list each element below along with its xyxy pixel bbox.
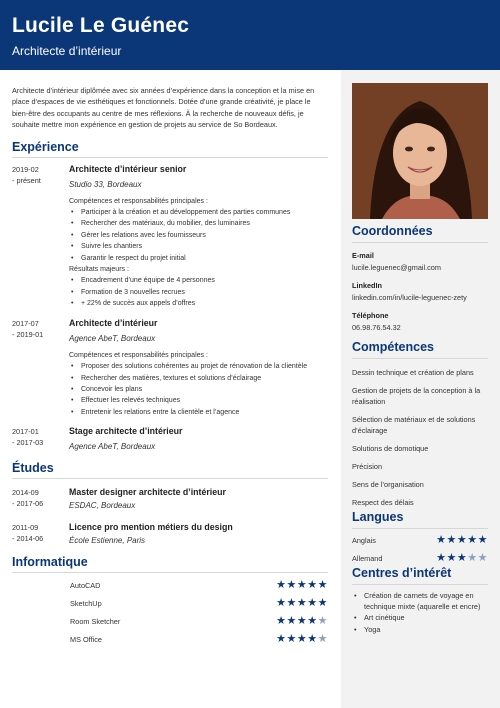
linkedin-value[interactable]: linkedin.com/in/lucile-leguenec-zety <box>352 293 467 302</box>
software-row <box>12 630 328 648</box>
rating-stars <box>276 598 328 609</box>
list-item: • Gérer les relations avec les fournisseurs <box>69 230 328 241</box>
skill-item: Sélection de matériaux et de solutions d’éclairage <box>352 415 476 435</box>
rating-stars <box>276 580 328 591</box>
software-name: AutoCAD <box>70 581 101 591</box>
star-filled-icon: ★ <box>467 533 478 546</box>
interests-list <box>352 590 488 635</box>
star-filled-icon: ★ <box>286 614 297 627</box>
star-empty-icon: ★ <box>317 632 328 645</box>
skill-item: Précision <box>352 462 383 471</box>
experience-title: Expérience <box>12 140 328 158</box>
languages-title: Langues <box>352 510 488 529</box>
entry-title: Stage architecte d’intérieur <box>69 426 183 437</box>
computing-list <box>12 577 328 648</box>
language-name: Allemand <box>352 553 383 563</box>
responsibilities-list <box>69 207 328 264</box>
language-name: Anglais <box>352 535 376 545</box>
skill-item: Gestion de projets de la conception à la réalisation <box>352 386 481 406</box>
star-filled-icon: ★ <box>307 579 318 592</box>
list-item: • Suivre les chantiers <box>69 241 328 252</box>
star-empty-icon: ★ <box>477 551 488 564</box>
software-row <box>12 595 328 613</box>
computing-title: Informatique <box>12 555 328 573</box>
candidate-name: Lucile Le Guénec <box>12 14 190 37</box>
list-item: • Participer à la création et au développement des parties communes <box>69 207 328 218</box>
list-item: • Entretenir les relations entre la clientèle et l’agence <box>69 407 328 418</box>
list-item: • Concevoir les plans <box>69 384 328 395</box>
profile-photo <box>352 83 488 219</box>
candidate-role: Architecte d’intérieur <box>12 44 122 58</box>
entry-company: Studio 33, Bordeaux <box>69 179 142 189</box>
list-item: • Proposer des solutions cohérentes au projet de rénovation de la clientèle <box>69 361 328 372</box>
entry-dates: 2019-02 - présent <box>12 164 41 185</box>
rating-stars <box>436 535 488 546</box>
skills-section <box>352 340 488 508</box>
software-row <box>12 613 328 631</box>
entry-title: Licence pro mention métiers du design <box>69 522 233 533</box>
entry-company: Agence AbeT, Bordeaux <box>69 333 156 343</box>
entry-dates: 2017-01 - 2017-03 <box>12 427 44 448</box>
entry-dates: 2017-07 - 2019-01 <box>12 318 44 339</box>
interests-title: Centres d’intérêt <box>352 566 488 585</box>
star-filled-icon: ★ <box>307 632 318 645</box>
rating-stars <box>436 553 488 564</box>
rating-stars <box>276 634 328 645</box>
star-filled-icon: ★ <box>317 597 328 610</box>
rating-stars <box>276 616 328 627</box>
star-filled-icon: ★ <box>446 551 457 564</box>
phone-label: Téléphone <box>352 311 389 320</box>
entry-school: ESDAC, Bordeaux <box>69 501 136 511</box>
star-filled-icon: ★ <box>436 551 447 564</box>
star-filled-icon: ★ <box>446 533 457 546</box>
list-item: • + 22% de succès aux appels d’offres <box>69 298 328 309</box>
results-list <box>69 275 328 309</box>
star-filled-icon: ★ <box>456 551 468 564</box>
profile-summary: Architecte d’intérieur diplômée avec six années d’expérience dans la conception et la mise en place d’espaces de vie esthétiques et fonctionnels. Dotée d’une grande créativité, je place le bien-être des occupants au centre de mes réflexions. À la recherche de nouveaux défis, je souhaite mettre mon expérience en gestion de projets au service de So Bordeaux. <box>12 86 315 130</box>
software-row <box>12 577 328 595</box>
star-empty-icon: ★ <box>467 551 478 564</box>
language-row <box>352 549 488 567</box>
list-item: • Création de carnets de voyage en technique mixte (aquarelle et encre) <box>352 590 488 612</box>
email-label: E-mail <box>352 251 374 260</box>
star-filled-icon: ★ <box>286 579 297 592</box>
education-title: Études <box>12 461 328 479</box>
contact-title: Coordonnées <box>352 224 488 243</box>
entry-dates: 2014-09 - 2017-06 <box>12 488 44 509</box>
skills-title: Compétences <box>352 340 488 359</box>
experience-entry <box>12 318 328 418</box>
entry-title: Architecte d’intérieur senior <box>69 163 187 174</box>
education-entry <box>12 487 328 510</box>
main-column <box>12 80 328 648</box>
skill-item: Dessin technique et création de plans <box>352 368 474 377</box>
star-filled-icon: ★ <box>296 632 308 645</box>
star-filled-icon: ★ <box>456 533 468 546</box>
software-name: Room Sketcher <box>70 616 121 626</box>
star-filled-icon: ★ <box>477 533 488 546</box>
software-name: MS Office <box>70 634 102 644</box>
responsibilities-label: Compétences et responsabilités principales : <box>69 351 208 359</box>
star-filled-icon: ★ <box>296 579 308 592</box>
list-item: • Rechercher des matériaux, du mobilier, des luminaires <box>69 218 328 229</box>
list-item: • Garantir le respect du projet initial <box>69 253 328 264</box>
star-filled-icon: ★ <box>296 597 308 610</box>
experience-entry <box>12 426 328 451</box>
languages-section <box>352 510 488 567</box>
email-value[interactable]: lucile.leguenec@gmail.com <box>352 263 441 272</box>
phone-value: 06.98.76.54.32 <box>352 323 401 332</box>
star-filled-icon: ★ <box>296 614 308 627</box>
entry-school: École Estienne, Paris <box>69 536 146 546</box>
skill-item: Sens de l’organisation <box>352 480 424 489</box>
skill-item: Solutions de domotique <box>352 444 429 453</box>
star-filled-icon: ★ <box>436 533 447 546</box>
header-banner <box>0 0 500 70</box>
entry-dates: 2011-09 - 2014-06 <box>12 523 44 544</box>
skill-item: Respect des délais <box>352 498 414 507</box>
list-item: • Art cinétique <box>352 612 488 623</box>
star-filled-icon: ★ <box>276 597 287 610</box>
contact-section <box>352 224 488 332</box>
entry-company: Agence AbeT, Bordeaux <box>69 442 156 452</box>
results-label: Résultats majeurs : <box>69 266 129 274</box>
education-entry <box>12 522 328 545</box>
star-empty-icon: ★ <box>317 614 328 627</box>
star-filled-icon: ★ <box>286 632 297 645</box>
responsibilities-list <box>69 361 328 418</box>
software-name: SketchUp <box>70 599 102 609</box>
list-item: • Yoga <box>352 624 488 635</box>
star-filled-icon: ★ <box>307 614 318 627</box>
list-item: • Encadrement d’une équipe de 4 personnes <box>69 275 328 286</box>
experience-entry <box>12 164 328 310</box>
interests-section <box>352 566 488 635</box>
star-filled-icon: ★ <box>276 614 287 627</box>
responsibilities-label: Compétences et responsabilités principales : <box>69 197 208 205</box>
star-filled-icon: ★ <box>307 597 318 610</box>
list-item: • Effectuer les relevés techniques <box>69 395 328 406</box>
star-filled-icon: ★ <box>276 632 287 645</box>
star-filled-icon: ★ <box>286 597 297 610</box>
list-item: • Formation de 3 nouvelles recrues <box>69 287 328 298</box>
entry-title: Architecte d’intérieur <box>69 317 158 328</box>
star-filled-icon: ★ <box>317 579 328 592</box>
list-item: • Rechercher des matières, textures et solutions d’éclairage <box>69 373 328 384</box>
linkedin-label: LinkedIn <box>352 281 382 290</box>
language-row <box>352 531 488 549</box>
entry-title: Master designer architecte d’intérieur <box>69 487 226 498</box>
star-filled-icon: ★ <box>276 579 287 592</box>
